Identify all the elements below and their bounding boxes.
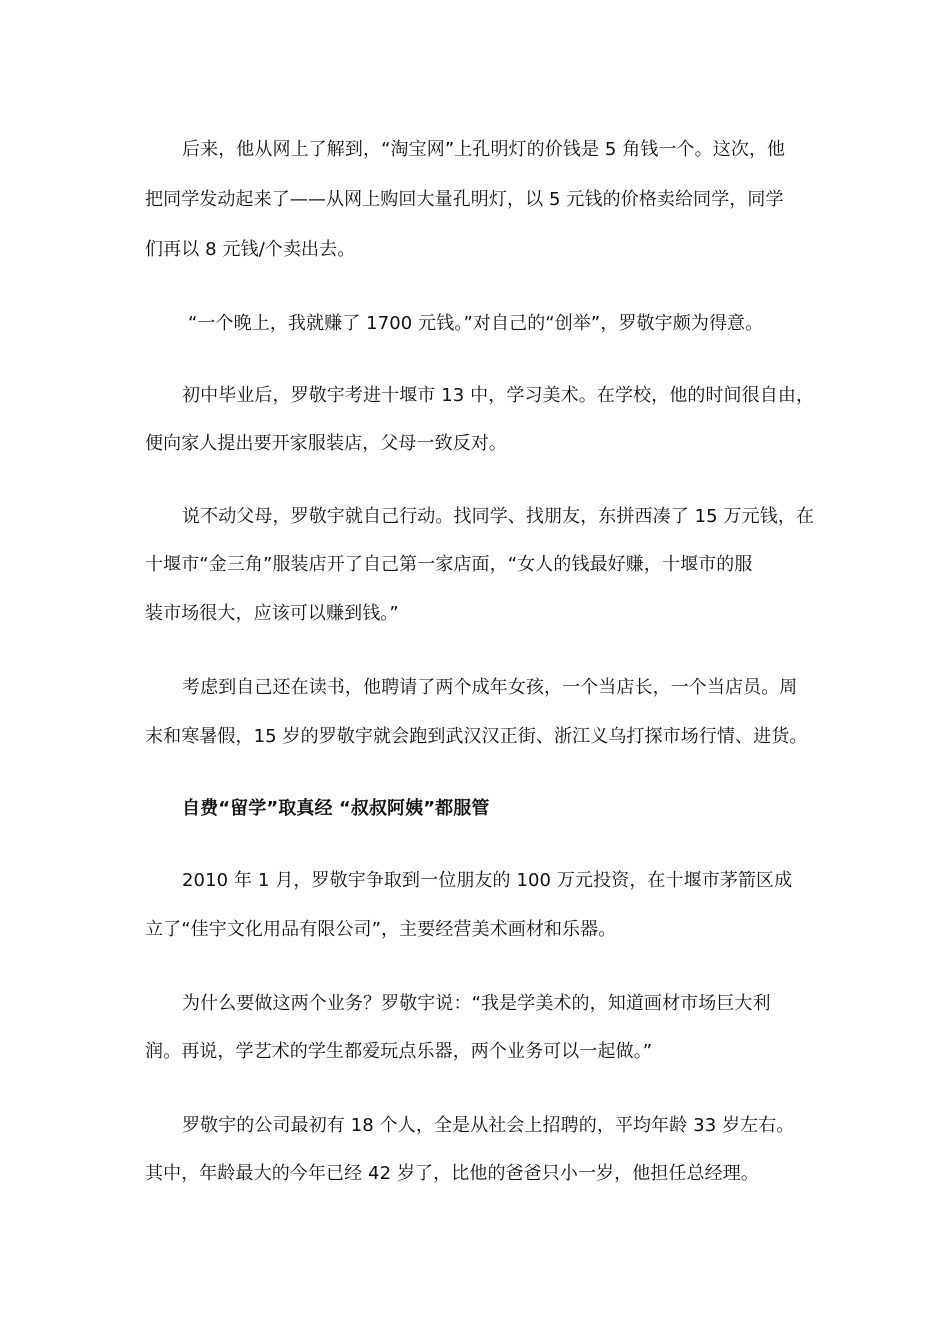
paragraph-1-line-2: 把同学发动起来了——从网上购回大量孔明灯，以 5 元钱的价格卖给同学，同学 [145, 189, 784, 210]
paragraph-6-line-2: 立了“佳宇文化用品有限公司”，主要经营美术画材和乐器。 [145, 919, 617, 940]
paragraph-3-line-1: 初中毕业后，罗敬宇考进十堰市 13 中，学习美术。在学校，他的时间很自由， [182, 385, 815, 406]
paragraph-6-line-1: 2010 年 1 月，罗敬宇争取到一位朋友的 100 万元投资，在十堰市茅箭区成 [182, 870, 793, 891]
paragraph-3-line-2: 便向家人提出要开家服装店，父母一致反对。 [145, 433, 507, 454]
paragraph-4-line-1: 说不动父母，罗敬宇就自己行动。找同学、找朋友，东拼西凑了 15 万元钱，在 [182, 506, 815, 527]
paragraph-1-line-1: 后来，他从网上了解到，“淘宝网”上孔明灯的价钱是 5 角钱一个。这次，他 [182, 139, 786, 160]
paragraph-7-line-2: 润。再说，学艺术的学生都爱玩点乐器，两个业务可以一起做。” [145, 1041, 653, 1062]
paragraph-8-line-2: 其中，年龄最大的今年已经 42 岁了，比他的爸爸只小一岁，他担任总经理。 [145, 1163, 759, 1184]
paragraph-5-line-2: 末和寒暑假，15 岁的罗敬宇就会跑到武汉汉正街、浙江义乌打探市场行情、进货。 [145, 726, 808, 747]
paragraph-8-line-1: 罗敬宇的公司最初有 18 个人，全是从社会上招聘的，平均年龄 33 岁左右。 [182, 1115, 795, 1136]
paragraph-7-line-1: 为什么要做这两个业务？罗敬宇说：“我是学美术的，知道画材市场巨大利 [182, 993, 771, 1014]
paragraph-4-line-2: 十堰市“金三角”服装店开了自己第一家店面，“女人的钱最好赚，十堰市的服 [145, 554, 753, 575]
paragraph-1-line-3: 们再以 8 元钱/个卖出去。 [145, 239, 356, 260]
paragraph-2-line-1: “一个晚上，我就赚了 1700 元钱。”对自己的“创举”，罗敬宇颇为得意。 [188, 313, 764, 334]
section-heading: 自费“留学”取真经 “叔叔阿姨”都服管 [182, 798, 490, 819]
paragraph-4-line-3: 装市场很大，应该可以赚到钱。” [145, 603, 399, 624]
paragraph-5-line-1: 考虑到自己还在读书，他聘请了两个成年女孩，一个当店长，一个当店员。周 [182, 677, 798, 698]
